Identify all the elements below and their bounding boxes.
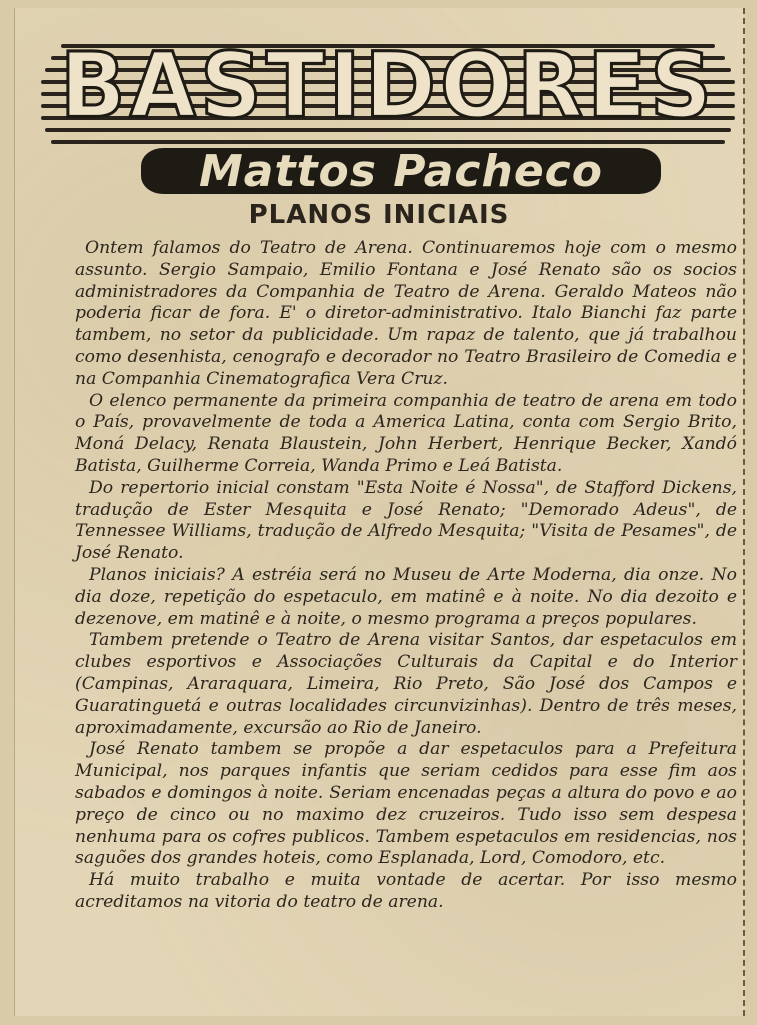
paragraph: Planos iniciais? A estréia será no Museu de Arte Moderna, dia onze. No dia doze, repetição do espetaculo, em matinê e à noite. No dia dezoito e dezenove, em matinê e à noite, o mesmo programa a preços populares. (75, 564, 737, 629)
paragraph: O elenco permanente da primeira companhia de teatro de arena em todo o País, provavelmente de toda a America Latina, conta com Sergio Brito, Moná Delacy, Renata Blaustein, John Herbert, Henrique Becker, Xandó Batista, Guilherme Correia, Wanda Primo e Leá Batista. (75, 390, 737, 476)
article-headline: PLANOS INICIAIS (248, 200, 510, 230)
paragraph: Tambem pretende o Teatro de Arena visitar Santos, dar espetaculos em clubes esportivos e Associações Culturais da Capital e do Interior (Campinas, Araraquara, Limeira, Rio Preto, São José dos Campos e Guaratinguetá e outras localidades circunvizinhas). Dentro de três meses, aproximadamente, excursão ao Rio de Janeiro. (75, 630, 737, 738)
column-byline: Mattos Pacheco (199, 146, 603, 197)
paragraph: José Renato tambem se propõe a dar espetaculos para a Prefeitura Municipal, nos parques infantis que seriam cedidos para esse fim aos sabados e domingos à noite. Seriam encenadas peças a altura do povo e ao preço de cinco ou no maximo dez cruzeiros. Tudo isso sem despesa nenhuma para os cofres publicos. Tambem espetaculos em residencias, nos saguões dos grandes hoteis, como Esplanada, Lord, Comodoro, etc. (75, 739, 737, 869)
column-masthead (41, 22, 735, 197)
paragraph: Do repertorio inicial constam "Esta Noite é Nossa", de Stafford Dickens, tradução de Ester Mesquita e José Renato; "Demorado Adeus", de Tennessee Williams, tradução de Alfredo Mesquita; "Visita de Pesames", de José Renato. (75, 477, 737, 564)
newspaper-clipping (14, 8, 745, 1016)
paragraph: Ontem falamos do Teatro de Arena. Continuaremos hoje com o mesmo assunto. Sergio Sampaio, Emilio Fontana e José Renato são os socios administradores da Companhia de Teatro de Arena. Geraldo Mateos não poderia ficar de fora. E' o diretor-administrativo. Italo Bianchi faz parte tambem, no setor da publicidade. Um rapaz de talento, que já trabalhou como desenhista, cenografo e decorador no Teatro Brasileiro de Comedia e na Companhia Cinematografica Vera Cruz. (75, 238, 737, 389)
column-title: BASTIDORES (59, 33, 717, 139)
article-body (75, 238, 737, 914)
paragraph: Há muito trabalho e muita vontade de acertar. Por isso mesmo acreditamos na vitoria do teatro de arena. (75, 870, 737, 912)
